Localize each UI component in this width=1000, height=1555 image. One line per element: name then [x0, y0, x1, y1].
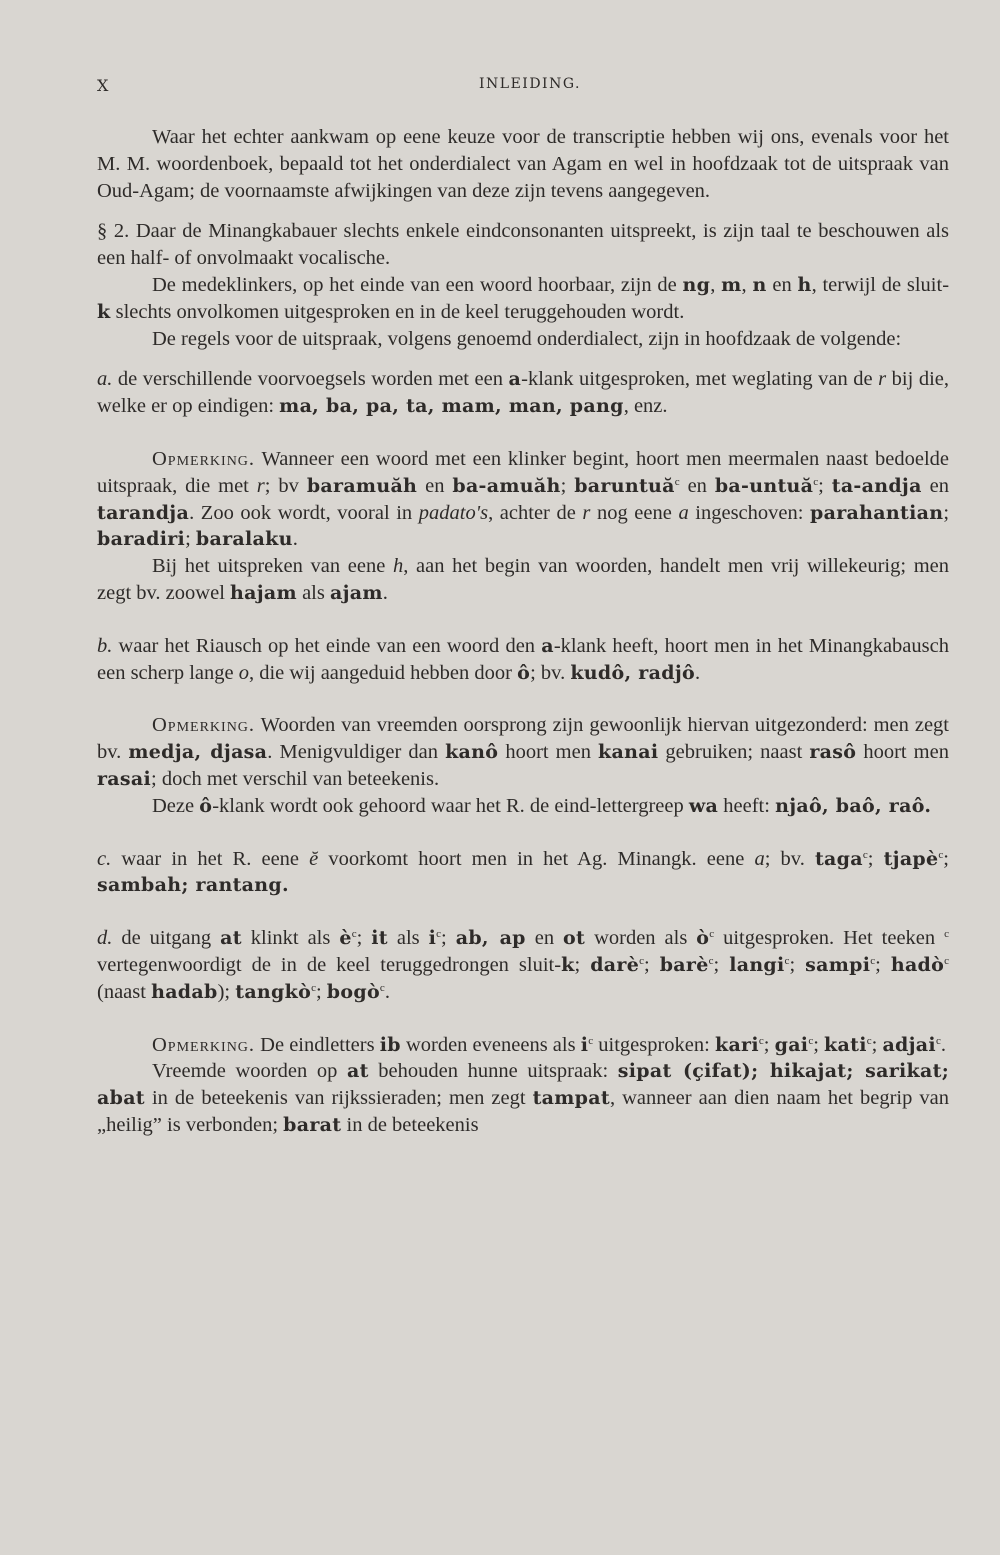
- section-2-text: § 2. Daar de Minangkabauer slechts enkele eindconsonanten uitspreekt, is zijn taal te beschouwen als een half- of onvolmaakt vocalische.: [97, 220, 949, 270]
- rule-a: a. de verschillende voorvoegsels worden met een a-klank uitgesproken, met weglating van de r bij die, welke er op eindigen: ma, ba, pa, ta, mam, man, pang, enz.: [97, 368, 950, 418]
- opmerking-2: Opmerking. Woorden van vreemden oorsprong zijn gewoonlijk hiervan uitgezonderd: men zegt bv. medja, djasa. Menigvuldiger dan kanô hoort men kanai gebruiken; naast rasô hoort men rasai; doch met verschil van beteekenis.: [97, 714, 949, 790]
- opmerking-3: Opmerking. De eindletters ib worden eveneens als $i^c$ uitgesproken: kari$^c$; gai$^c$; kati$^c$; adjai$^c$.: [152, 1033, 946, 1056]
- opmerking-1-h: Bij het uitspreken van eene h, aan het begin van woorden, handelt men vrij willekeurig; men zegt bv. zoowel hajam als ajam.: [97, 555, 949, 604]
- paragraph-section-2: [97, 218, 949, 272]
- opmerking-1: Opmerking. Wanneer een woord met een klinker begint, hoort men meermalen naast bedoelde uitspraak, die met r; bv baramuăh en ba-amuăh; baruntuă$^c$ en ba-untuă$^c$; ta-andja en tarandja. Zoo ook wordt, vooral in padato's, achter de r nog eene a ingeschoven: parahantian; baradiri; baralaku.: [97, 447, 950, 551]
- rule-c: c. waar in het R. eene ĕ voorkomt hoort men in het Ag. Minangk. eene a; bv. taga$^c$; tjapè$^c$; sambah; rantang.: [97, 847, 949, 897]
- paragraph-rules: De regels voor de uitspraak, volgens genoemd onderdialect, zijn in hoofdzaak de volgende:: [152, 327, 902, 350]
- rule-d: d. de uitgang at klinkt als $è^c$; it als $i^c$; ab, ap en ot worden als $ò^c$ uitgesproken. Het teeken $^c$ vertegenwoordigt de in de keel teruggedrongen sluit-k; darè$^c$; barè$^c$; langi$^c$; sampi$^c$; hadò$^c$ (naast hadab); tangkò$^c$; bogò$^c$.: [97, 927, 950, 1003]
- running-head: INLEIDING.: [479, 76, 581, 92]
- opmerking-2-o: Deze ô-klank wordt ook gehoord waar het R. de eind-lettergreep wa heeft: njaô, baô, raô.: [152, 794, 932, 817]
- paragraph-intro: Waar het echter aankwam op eene keuze voor de transcriptie hebben wij ons, evenals voor het M. M. woordenboek, bepaald tot het onderdialect van Agam en wel in hoofdzaak tot de uitspraak van Oud-Agam; de voornaamste afwijkingen van deze zijn tevens aangegeven.: [97, 126, 949, 202]
- page-number: X: [97, 76, 110, 95]
- page-header: [97, 76, 957, 100]
- rule-b: b. waar het Riausch op het einde van een woord den a-klank heeft, hoort men in het Minangkabausch een scherp lange o, die wij aangeduid hebben door ô; bv. kudô, radjô.: [97, 634, 949, 684]
- paragraph-consonants: De medeklinkers, op het einde van een woord hoorbaar, zijn de ng, m, n en h, terwijl de sluit-k slechts onvolkomen uitgesproken en in de keel teruggehouden wordt.: [97, 273, 950, 323]
- body-text: [97, 124, 949, 1139]
- opmerking-3-at: Vreemde woorden op at behouden hunne uitspraak: sipat (çifat); hikajat; sarikat; abat in de beteekenis van rijkssieraden; men zegt tampat, wanneer aan dien naam het begrip van „heilig” is verbonden; barat in de beteekenis: [97, 1060, 950, 1136]
